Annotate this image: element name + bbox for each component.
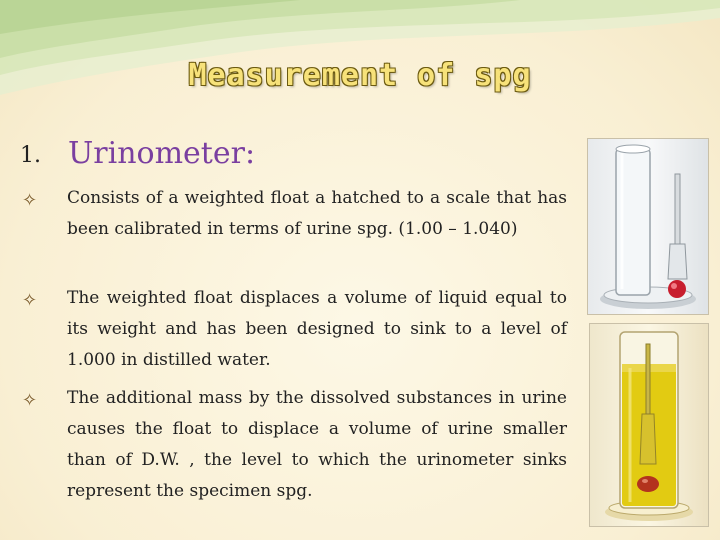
- urinometer-empty-illustration: [588, 139, 708, 314]
- bullet-star-icon: ✧: [22, 190, 38, 211]
- bullet-star-icon: ✧: [22, 290, 38, 311]
- section-number: 1.: [20, 143, 41, 168]
- decorative-swoosh: [0, 0, 720, 110]
- bullet-text-2: The weighted float displaces a volume of liquid equal to its weight and has been designed to sink to a level of 1.000 in distilled water.: [67, 288, 567, 370]
- urinometer-filled-illustration: [590, 324, 708, 526]
- bullet-text-1: Consists of a weighted float a hatched to a scale that has been calibrated in terms of urine spg. (1.00 – 1.040): [67, 188, 567, 239]
- section-heading: Urinometer:: [68, 136, 256, 171]
- urinometer-photo-filled: [589, 323, 709, 527]
- bullet-text-3: The additional mass by the dissolved substances in urine causes the float to displace a volume of urine smaller than of D.W. , the level to which the urinometer sinks represent the specimen spg.: [67, 388, 567, 501]
- urinometer-photo-empty: [587, 138, 709, 315]
- slide-title: Measurement of spg: [188, 58, 532, 93]
- bullet-star-icon: ✧: [22, 390, 38, 411]
